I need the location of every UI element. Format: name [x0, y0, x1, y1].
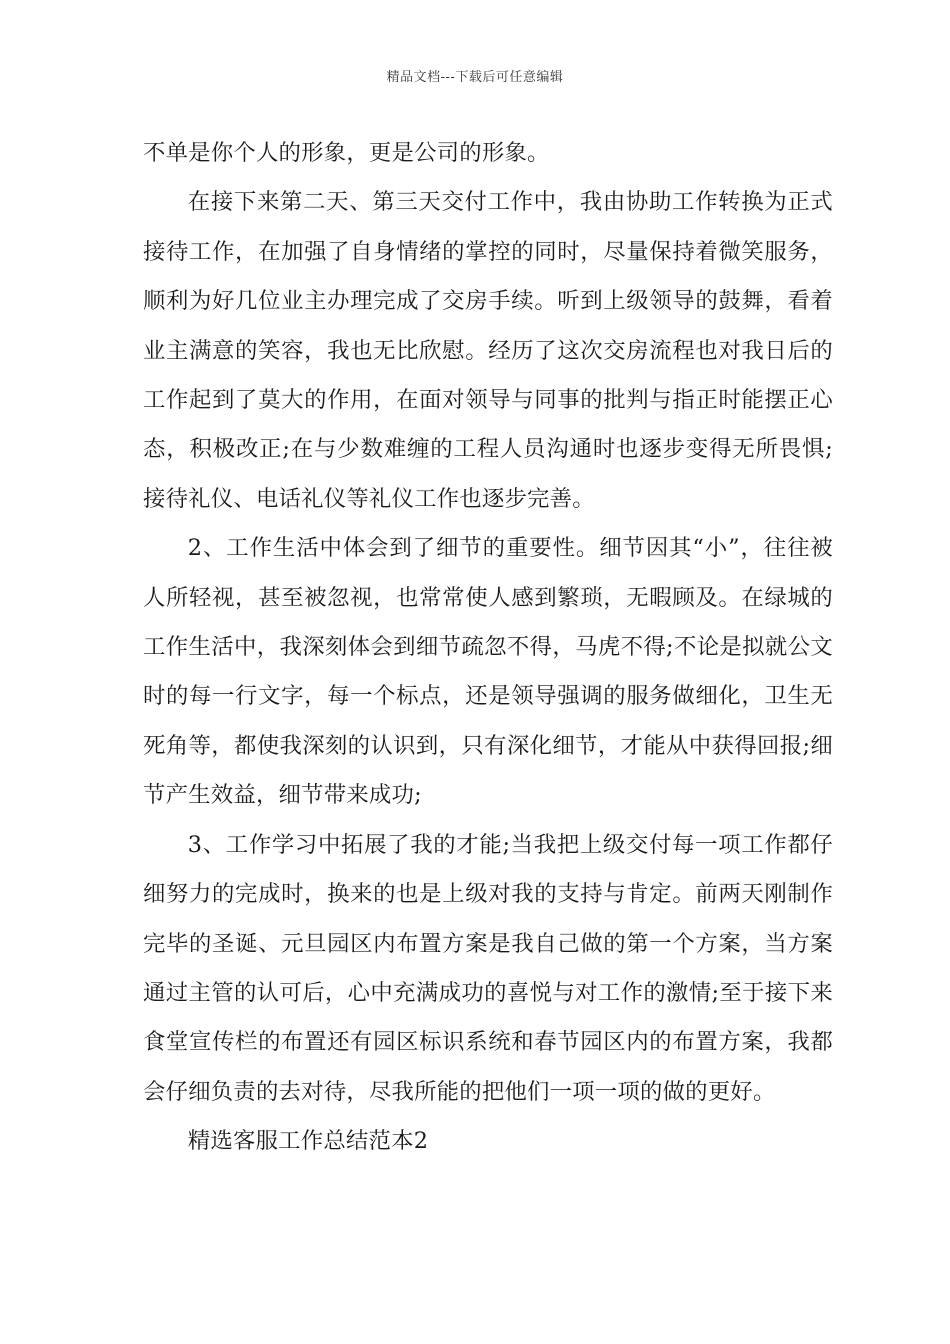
paragraph-continuation: 不单是你个人的形象，更是公司的形象。: [143, 140, 550, 166]
paragraph-details-importance: 2、工作生活中体会到了细节的重要性。细节因其“小”，往往被人所轻视，甚至被忽视，也常常使人感到繁琐，无暇顾及。在绿城的工作生活中，我深刻体会到细节疏忽不得，马虎不得;不论是拟就公文时的每一行文字，每一个标点，还是领导强调的服务做细化，卫生无死角等，都使我深刻的认识到，只有深化细节，才能从中获得回报;细节产生效益，细节带来成功;: [143, 535, 833, 809]
paragraph-skills-growth: 3、工作学习中拓展了我的才能;当我把上级交付每一项工作都仔细努力的完成时，换来的也是上级对我的支持与肯定。前两天刚制作完毕的圣诞、元旦园区内布置方案是我自己做的第一个方案，当方案通过主管的认可后，心中充满成功的喜悦与对工作的激情;至于接下来食堂宣传栏的布置还有园区标识系统和春节园区内的布置方案，我都会仔细负责的去对待，尽我所能的把他们一项一项的做的更好。: [143, 831, 833, 1105]
section-title: 精选客服工作总结范本2: [187, 1128, 429, 1155]
page-header: 精品文档---下载后可任意编辑: [386, 70, 564, 85]
paragraph-reception-work: 在接下来第二天、第三天交付工作中，我由协助工作转换为正式接待工作，在加强了自身情绪的掌控的同时，尽量保持着微笑服务，顺利为好几位业主办理完成了交房手续。听到上级领导的鼓舞，看着业主满意的笑容，我也无比欣慰。经历了这次交房流程也对我日后的工作起到了莫大的作用，在面对领导与同事的批判与指正时能摆正心态，积极改正;在与少数难缠的工程人员沟通时也逐步变得无所畏惧;接待礼仪、电话礼仪等礼仪工作也逐步完善。: [143, 189, 833, 512]
document-body: [143, 129, 833, 1167]
